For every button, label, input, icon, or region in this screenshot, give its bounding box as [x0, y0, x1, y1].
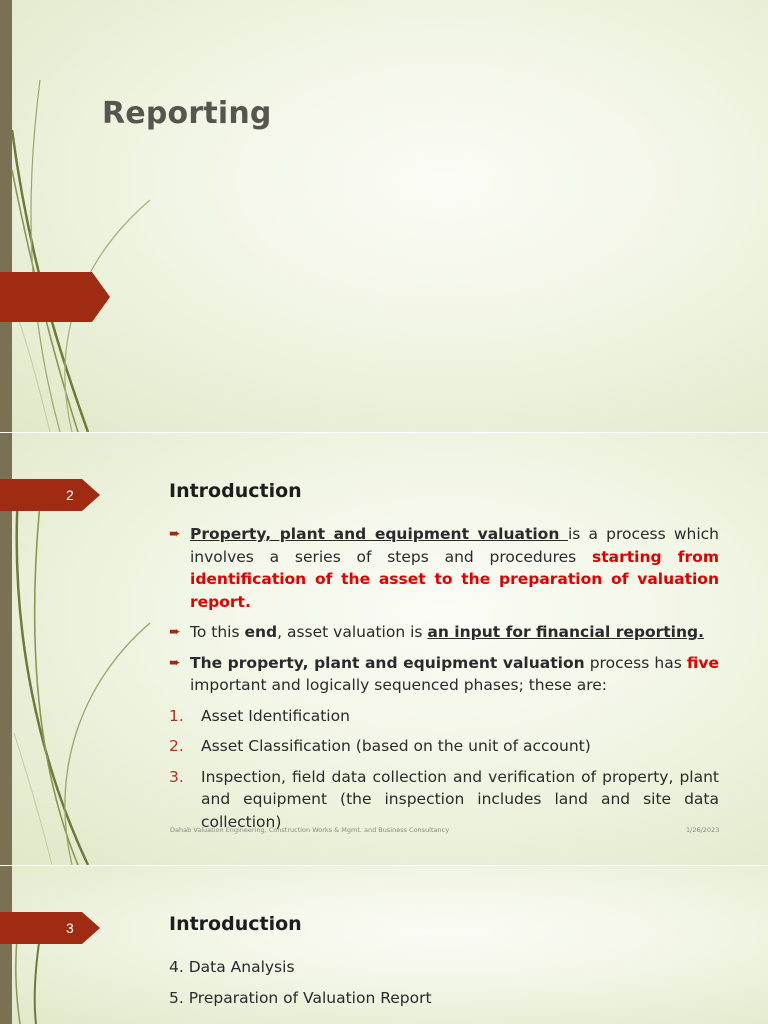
bullet-bold-text: The property, plant and equipment valuation — [190, 653, 585, 672]
slide-number-tab — [0, 479, 100, 511]
arrow-bullet-icon: ➨ — [169, 654, 181, 671]
item-text: Asset Identification — [201, 706, 350, 725]
slide-2 — [0, 433, 768, 865]
slide-number: 2 — [66, 487, 74, 503]
bullet-item — [169, 652, 719, 697]
numbered-item — [169, 705, 719, 728]
bullet-item — [169, 621, 719, 644]
item-number: 2. — [169, 737, 184, 755]
bullet-item — [169, 523, 719, 613]
arrow-bullet-icon: ➨ — [169, 526, 181, 542]
slide-content — [169, 956, 719, 1017]
numbered-item — [169, 735, 719, 758]
slide-number: 3 — [66, 920, 74, 936]
bullet-text: To this — [190, 623, 245, 641]
item-number: 3. — [169, 767, 184, 786]
presentation-title: Reporting — [102, 96, 272, 131]
bullet-text: important and logically sequenced phases; these are: — [190, 676, 607, 694]
slide-number-tab — [0, 912, 100, 944]
bullet-underlined-text: an input for financial reporting. — [427, 623, 704, 641]
item-text: Inspection, field data collection and verification of property, plant and equipment (the inspection includes land and site data collection) — [201, 767, 719, 831]
list-item: 5. Preparation of Valuation Report — [169, 988, 432, 1007]
bullet-emphasis-text: five — [686, 653, 719, 672]
slide-footer-company: Dahab Valuation Engineering, Construction Works & Mgmt. and Business Consultancy — [170, 826, 450, 834]
slide-3 — [0, 866, 768, 1024]
slide-footer-date: 1/26/2023 — [686, 826, 720, 834]
decorative-swirl — [0, 0, 200, 432]
item-text: Asset Classification (based on the unit of account) — [201, 737, 591, 755]
list-item: 4. Data Analysis — [169, 958, 295, 976]
bullet-underlined-text: Property, plant and equipment valuation — [190, 525, 568, 543]
slide-1 — [0, 0, 768, 432]
bullet-text: process has — [584, 653, 687, 672]
slide-heading: Introduction — [169, 480, 302, 502]
slide-number-tab — [0, 272, 110, 322]
item-number: 1. — [169, 706, 184, 725]
bullet-emphasis-text: starting from identification of the asset to the preparation of valuation report. — [190, 547, 719, 611]
numbered-item — [169, 766, 719, 834]
bullet-bold-text: end — [244, 623, 278, 641]
slide-heading: Introduction — [169, 913, 302, 935]
bullet-text: , asset valuation is — [277, 623, 428, 641]
bullet-text: is a process which involves a series of steps and procedures — [190, 525, 719, 566]
slide-content — [169, 523, 719, 841]
arrow-bullet-icon: ➨ — [169, 624, 181, 640]
